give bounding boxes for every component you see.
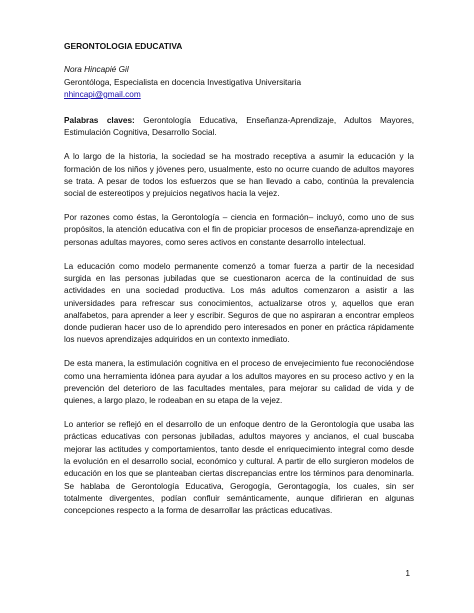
body-paragraph-4: De esta manera, la estimulación cognitiva en el proceso de envejecimiento fue reconociéndose como una herramienta idónea para ayudar a los adultos mayores en su proceso activo y en la prevención del deterioro de las facultades mentales, para mejorar su calidad de vida y de quienes, a largo plazo, le rodeaban en su etapa de la vejez. — [64, 359, 414, 406]
document-title: GERONTOLOGIA EDUCATIVA — [64, 41, 183, 51]
body-paragraph-3: La educación como modelo permanente comenzó a tomar fuerza a partir de la necesidad surgida en las personas jubiladas que se cuestionaron acerca de la continuidad de sus actividades en una sociedad productiva. Los más adultos comenzaron a asistir a las universidades para refrescar sus conocimientos, actualizarse otros y, aquellos que eran analfabetos, para aprender a leer y escribir. Seguros de que no aspiraran a encontrar empleos donde pudieran hacer uso de lo aprendido pero interesados en poner en práctica rápidamente los nuevos aprendizajes adquiridos en un contexto inmediato. — [64, 261, 414, 345]
keywords-paragraph — [64, 115, 414, 140]
page-number: 1 — [405, 568, 410, 578]
body-paragraph-1: A lo largo de la historia, la sociedad se ha mostrado receptiva a asumir la educación y la formación de los niños y jóvenes pero, usualmente, esto no ocurre cuando de adultos mayores se trata. A pesar de todos los esfuerzos que se han llevado a cabo, continúa la prevalencia social de estereotipos y prejuicios negativos hacia la vejez. — [64, 152, 414, 199]
body-paragraph-5: Lo anterior se reflejó en el desarrollo de un enfoque dentro de la Gerontología que usaba las prácticas educativas con personas jubiladas, adultos mayores y ancianos, el cual buscaba mejorar las actitudes y comportamientos, tanto desde el enriquecimiento integral como desde la evolución en el desarrollo social, económico y cultural. A partir de ello surgieron modelos de educación en los que se planteaban ciertas discrepancias entre los términos para denominarla. Se hablaba de Gerontología Educativa, Gerogogía, Gerontagogía, los cuales, sin ser totalmente divergentes, podían confluir semánticamente, aunque difirieran en algunas concepciones respecto a la forma de desarrollar las prácticas educativas. — [64, 420, 414, 516]
body-paragraph-2: Por razones como éstas, la Gerontología – ciencia en formación– incluyó, como uno de sus propósitos, la atención educativa con el fin de propiciar procesos de enseñanza-aprendizaje en personas adultas mayores, como seres activos en constante desarrollo intelectual. — [64, 213, 414, 247]
author-email-link[interactable]: nhincapi@gmail.com — [64, 89, 141, 99]
author-role: Gerontóloga, Especialista en docencia Investigativa Universitaria — [64, 77, 302, 87]
keywords-text: Gerontología Educativa, Enseñanza-Aprendizaje, Adultos Mayores, Estimulación Cognitiva, Desarrollo Social. — [64, 116, 414, 138]
keywords-label: Palabras claves: — [64, 116, 135, 126]
author-block — [64, 64, 414, 101]
author-name: Nora Hincapié Gil — [64, 65, 129, 75]
page-content — [64, 40, 414, 529]
